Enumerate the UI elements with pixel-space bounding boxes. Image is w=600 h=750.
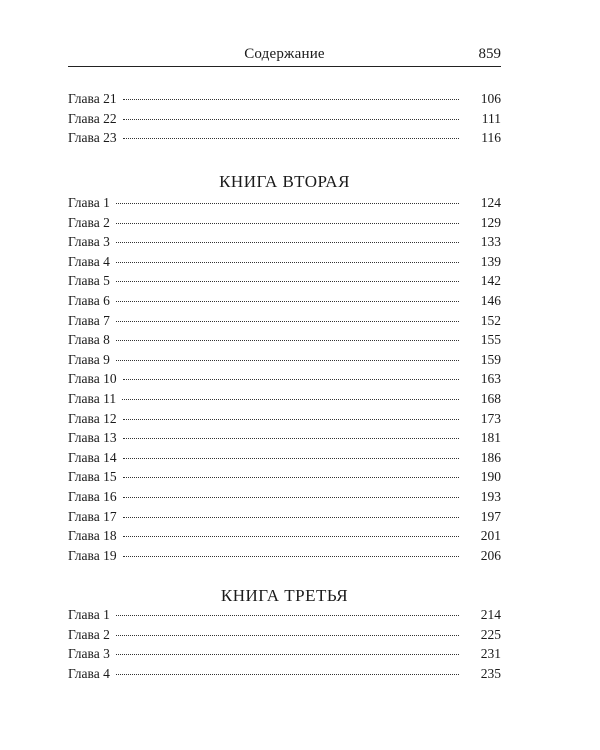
toc-entry [68, 293, 501, 313]
chapter-label: Глава 6 [68, 292, 110, 308]
toc-entry [68, 332, 501, 352]
dot-leader [116, 654, 459, 655]
chapter-label: Глава 18 [68, 528, 117, 544]
dot-leader [116, 301, 459, 302]
toc-entry [68, 273, 501, 293]
chapter-page-number: 133 [480, 234, 501, 250]
chapter-label: Глава 15 [68, 469, 117, 485]
dot-leader [123, 477, 459, 478]
toc-entry [68, 666, 501, 686]
dot-leader [116, 281, 459, 282]
dot-leader [123, 138, 459, 139]
toc-entry [68, 469, 501, 489]
dot-leader [116, 203, 459, 204]
chapter-page-number: 155 [480, 332, 501, 348]
chapter-label: Глава 4 [68, 253, 110, 269]
chapter-page-number: 197 [480, 508, 501, 524]
toc-entry [68, 313, 501, 333]
chapter-label: Глава 12 [68, 410, 117, 426]
toc-entry [68, 548, 501, 568]
chapter-page-number: 159 [480, 351, 501, 367]
dot-leader [123, 99, 459, 100]
dot-leader [116, 635, 459, 636]
toc-entry [68, 130, 501, 150]
toc-entry [68, 195, 501, 215]
chapter-page-number: 142 [480, 273, 501, 289]
toc-entry [68, 509, 501, 529]
chapter-page-number: 152 [480, 312, 501, 328]
dot-leader [122, 399, 459, 400]
dot-leader [116, 262, 459, 263]
toc-entry [68, 411, 501, 431]
chapter-page-number: 173 [480, 410, 501, 426]
toc-entry [68, 489, 501, 509]
chapter-page-number: 106 [480, 91, 501, 106]
toc-entry [68, 111, 501, 131]
chapter-page-number: 190 [480, 469, 501, 485]
dot-leader [123, 497, 459, 498]
dot-leader [116, 223, 459, 224]
chapter-page-number: 231 [480, 646, 501, 662]
chapter-label: Глава 23 [68, 130, 117, 146]
chapter-page-number: 193 [480, 488, 501, 504]
dot-leader [123, 419, 459, 420]
chapter-label: Глава 4 [68, 665, 110, 681]
chapter-label: Глава 5 [68, 273, 110, 289]
chapter-page-number: 225 [480, 626, 501, 642]
dot-leader [116, 360, 459, 361]
chapter-page-number: 111 [481, 110, 501, 126]
chapter-label: Глава 7 [68, 312, 110, 328]
chapter-page-number: 235 [480, 665, 501, 681]
chapter-page-number: 163 [480, 371, 501, 387]
chapter-label: Глава 2 [68, 626, 110, 642]
dot-leader [123, 379, 459, 380]
dot-leader [116, 674, 459, 675]
toc-entry [68, 352, 501, 372]
toc-entry [68, 528, 501, 548]
chapter-label: Глава 19 [68, 547, 117, 563]
chapter-page-number: 201 [480, 528, 501, 544]
dot-leader [116, 340, 459, 341]
chapter-label: Глава 3 [68, 646, 110, 662]
chapter-label: Глава 22 [68, 110, 117, 126]
toc-entry [68, 391, 501, 411]
toc-section-book-two [68, 195, 501, 567]
dot-leader [116, 321, 459, 322]
toc-entry [68, 430, 501, 450]
dot-leader [123, 536, 459, 537]
toc-entry [68, 234, 501, 254]
chapter-page-number: 186 [480, 449, 501, 465]
chapter-page-number: 124 [480, 195, 501, 210]
chapter-label: Глава 16 [68, 488, 117, 504]
toc-section-book-three [68, 607, 501, 685]
toc-entry [68, 627, 501, 647]
chapter-label: Глава 9 [68, 351, 110, 367]
toc-entry [68, 371, 501, 391]
chapter-page-number: 181 [480, 430, 501, 446]
toc-entry [68, 607, 501, 627]
dot-leader [116, 615, 459, 616]
chapter-label: Глава 21 [68, 91, 117, 106]
chapter-label: Глава 14 [68, 449, 117, 465]
chapter-label: Глава 2 [68, 214, 110, 230]
dot-leader [116, 242, 459, 243]
dot-leader [123, 458, 459, 459]
dot-leader [123, 556, 459, 557]
chapter-label: Глава 3 [68, 234, 110, 250]
chapter-page-number: 129 [480, 214, 501, 230]
book-two-heading: КНИГА ВТОРАЯ [219, 172, 350, 191]
chapter-page-number: 139 [480, 253, 501, 269]
chapter-page-number: 206 [480, 547, 501, 563]
dot-leader [123, 517, 459, 518]
toc-entry [68, 646, 501, 666]
toc-entry [68, 450, 501, 470]
toc-section-continued [68, 91, 501, 150]
chapter-label: Глава 17 [68, 508, 117, 524]
chapter-page-number: 214 [480, 607, 501, 622]
dot-leader [123, 119, 459, 120]
running-head [68, 44, 501, 66]
running-title: Содержание [244, 46, 325, 62]
toc-entry [68, 215, 501, 235]
header-rule [68, 66, 501, 67]
toc-entry [68, 91, 501, 111]
dot-leader [123, 438, 459, 439]
chapter-label: Глава 10 [68, 371, 117, 387]
toc-entry [68, 254, 501, 274]
chapter-label: Глава 13 [68, 430, 117, 446]
chapter-label: Глава 1 [68, 195, 110, 210]
chapter-label: Глава 1 [68, 607, 110, 622]
book-three-heading: КНИГА ТРЕТЬЯ [220, 586, 349, 605]
chapter-page-number: 146 [480, 292, 501, 308]
chapter-label: Глава 8 [68, 332, 110, 348]
page-number: 859 [478, 46, 501, 62]
chapter-page-number: 168 [480, 390, 501, 406]
chapter-label: Глава 11 [68, 390, 117, 406]
chapter-page-number: 116 [481, 130, 501, 146]
